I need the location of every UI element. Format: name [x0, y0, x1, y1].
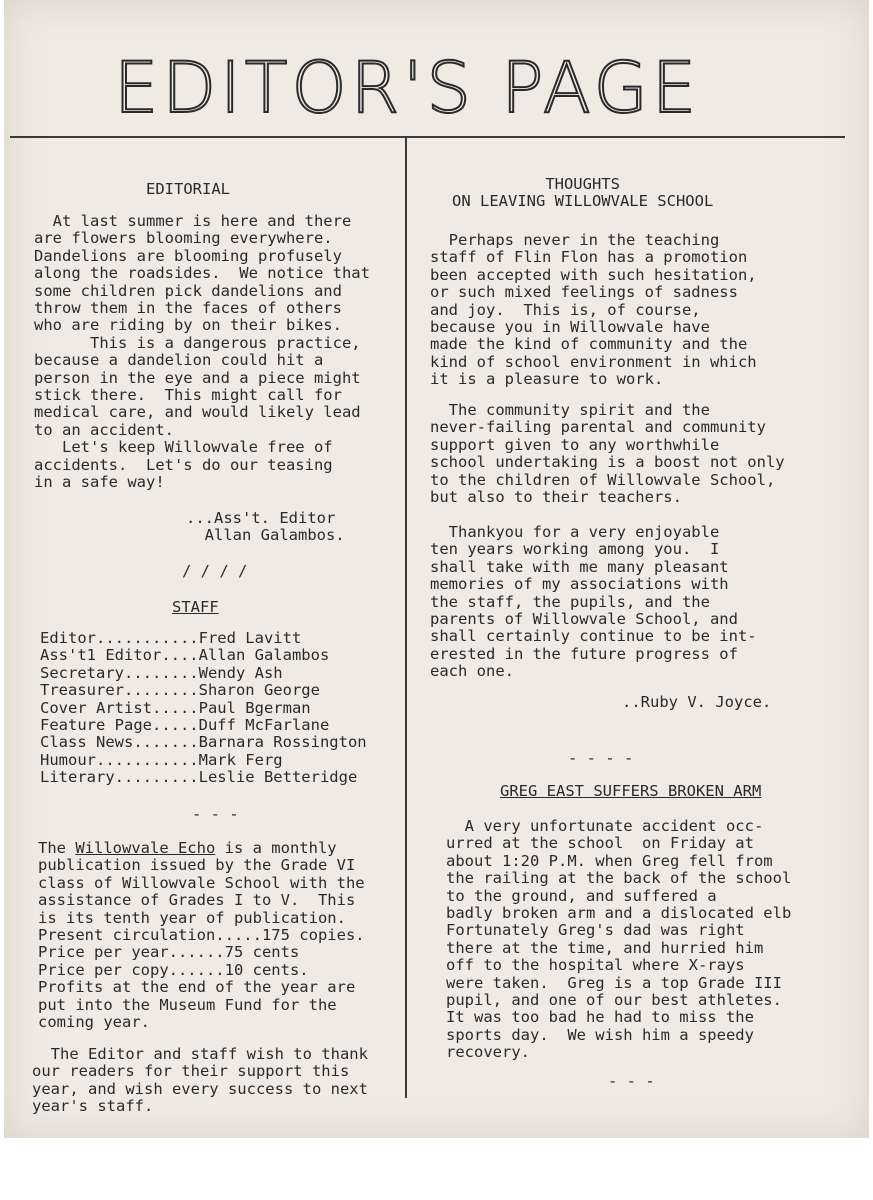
staff-heading: STAFF: [172, 598, 219, 616]
staff-row: [40, 700, 367, 717]
greg-body: A very unfortunate accident occ- urred at the school on Friday at about 1:20 P.M. when Greg fell from the railing at the back of the school to the ground, and suffered a badly broken arm and a dislocated elb Fortunately Greg's dad was right there at the time, and hurried him off to the hospital where X-rays were taken. Greg is a top Grade III pupil, and one of our best athletes. It was too bad he had to miss the sports day. We wish him a speedy recovery.: [446, 817, 792, 1062]
thanks-paragraph: The Editor and staff wish to thank our readers for their support this year, and wish every success to next year's staff.: [32, 1045, 368, 1116]
staff-name: Barnara Rossington: [198, 733, 367, 752]
staff-role: Treasurer........: [40, 681, 199, 700]
staff-role: Humour...........: [40, 750, 199, 769]
echo-intro: The: [38, 839, 76, 857]
staff-role: Cover Artist.....: [40, 698, 199, 717]
thoughts-paragraph-2: The community spirit and the never-failing parental and community support given to any worthwhile school undertaking is a boost not only to the children of Willowvale School, but also to their teachers.: [430, 401, 785, 507]
staff-role: Ass't1 Editor....: [40, 646, 199, 665]
staff-name: Sharon George: [198, 681, 320, 700]
staff-name: Leslie Betteridge: [198, 768, 358, 787]
thoughts-heading: THOUGHTS ON LEAVING WILLOWVALE SCHOOL: [452, 175, 714, 211]
staff-role: Editor...........: [40, 629, 199, 647]
staff-row: [40, 769, 367, 786]
staff-row: [40, 752, 367, 769]
thoughts-paragraph-3: Thankyou for a very enjoyable ten years working among you. I shall take with me many pleasant memories of my associations with the staff, the pupils, and the parents of Willowvale School, and shall certainly continue to be int- erested in the future progress of each one.: [430, 523, 757, 681]
editorial-body: At last summer is here and there are flowers blooming everywhere. Dandelions are blooming profusely along the roadsides. We notice that some children pick dandelions and throw them in the faces of others who are riding by on their bikes. This is a dangerous practice, because a dandelion could hit a person in the eye and a piece might stick there. This might call for medical care, and would likely lead to an accident. Let's keep Willowvale free of accidents. Let's do our teasing in a safe way!: [34, 212, 370, 492]
staff-name: Paul Bgerman: [198, 698, 311, 717]
staff-row: [40, 630, 367, 647]
staff-name: Fred Lavitt: [198, 629, 302, 647]
staff-name: Duff McFarlane: [198, 716, 330, 735]
column-divider: [405, 138, 407, 1098]
staff-row: [40, 647, 367, 664]
echo-paragraph: [38, 840, 365, 1031]
staff-list: [40, 630, 367, 787]
publication-name: Willowvale Echo: [75, 839, 216, 857]
echo-body: is a monthly publication issued by the Grade VI class of Willowvale School with the assistance of Grades I to V. This is its tenth year of publication. Present circulation.....175 copies. Price per year......75 cents Price per copy......10 cents. Profits at the end of the year are put into the Museum Fund for the coming year.: [38, 839, 365, 1032]
staff-row: [40, 734, 367, 751]
staff-role: Literary.........: [40, 768, 199, 787]
staff-role: Feature Page.....: [40, 716, 199, 735]
staff-row: [40, 682, 367, 699]
staff-name: Wendy Ash: [198, 663, 283, 682]
newsletter-page: [4, 0, 869, 1138]
greg-heading: GREG EAST SUFFERS BROKEN ARM: [500, 782, 762, 800]
staff-role: Secretary........: [40, 663, 199, 682]
thoughts-paragraph-1: Perhaps never in the teaching staff of Flin Flon has a promotion been accepted with such hesitation, or such mixed feelings of sadness and joy. This is, of course, because you in Willowvale have made the kind of community and the kind of school environment in which it is a pleasure to work.: [430, 231, 757, 389]
staff-name: Mark Ferg: [198, 750, 283, 769]
header-rule: [10, 136, 845, 138]
page-title: EDITOR'S PAGE: [114, 47, 701, 129]
staff-name: Allan Galambos: [198, 646, 330, 665]
thoughts-signature: ..Ruby V. Joyce.: [622, 693, 772, 711]
greg-separator: - - -: [608, 1072, 655, 1090]
staff-role: Class News.......: [40, 733, 199, 752]
editorial-heading: EDITORIAL: [146, 180, 230, 198]
staff-row: [40, 717, 367, 734]
editorial-separator: / / / /: [182, 562, 248, 580]
editorial-signature: ...Ass't. Editor Allan Galambos.: [186, 509, 345, 545]
staff-row: [40, 665, 367, 682]
thoughts-separator: - - - -: [568, 749, 634, 767]
staff-separator: - - -: [192, 805, 239, 823]
